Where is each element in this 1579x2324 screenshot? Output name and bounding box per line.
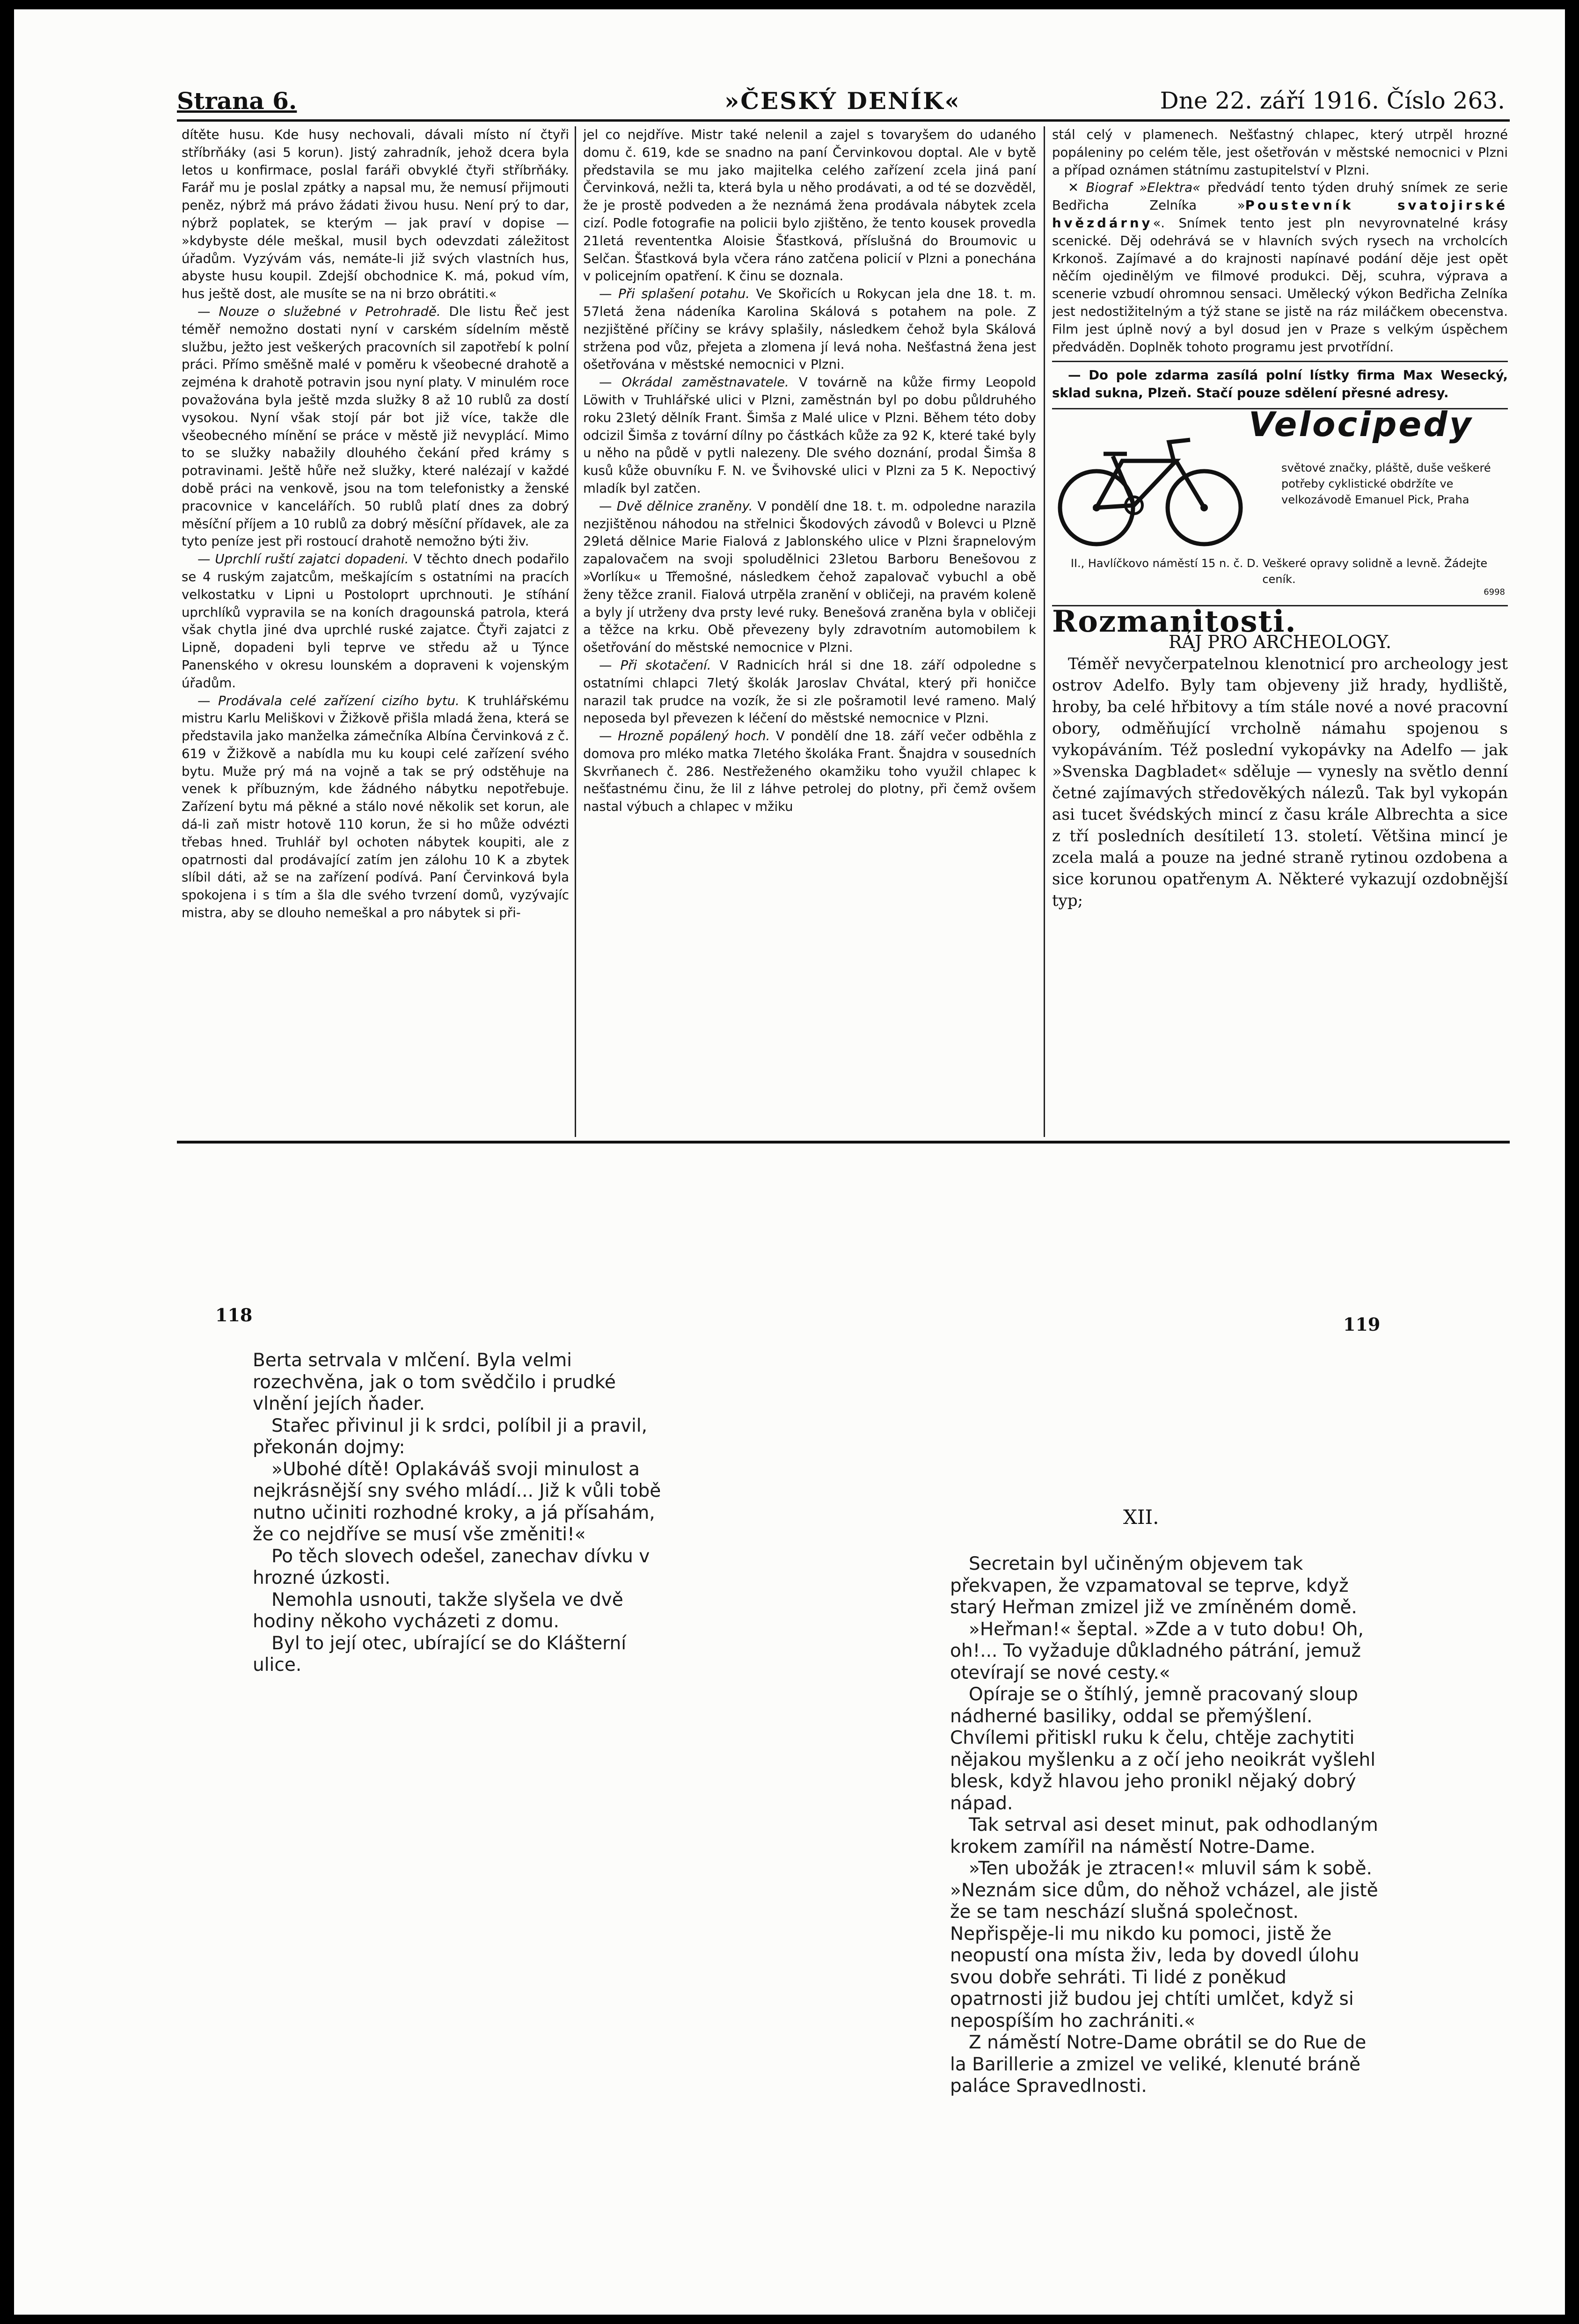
divider bbox=[1052, 361, 1508, 362]
chapter-heading: XII. bbox=[1123, 1506, 1159, 1529]
article-headline: Uprchlí ruští zajatci dopadeni. bbox=[215, 552, 409, 567]
article-text: V továrně na kůže firmy Leopold Löwith v Truhlářské ulici v Plzni, zaměstnán byl po dobu půldruhého roku 23letý dělník Frant. Šimša z Malé ulice v Plzni. Během této doby odcizil Šimša z tovární dílny po částkách kůže za 92 K, které také byly u něho na půdě v pytli nalezeny. Dle svého doznání, prodal Šimša 8 kusů kůže obuvníku F. N. ve Švihovské ulici v Plzni za 5 K. Nepoctivý mladík byl zatčen. bbox=[583, 375, 1036, 496]
notice-text: — Do pole zdarma zasílá polní lístky firma Max Wesecký, sklad sukna, Plzeň. Stačí pouze sdělení přesné adresy. bbox=[1052, 368, 1508, 401]
article: — Prodávala celé zařízení cizího bytu. K truhlářskému mistru Karlu Meliškovi v Žižkově přišla mladá žena, která se představila jako manželka zámečníka Albína Červinková z č. 619 v Žižkově a nabídla mu ku koupi celé zařízení svého bytu. Muže prý má na vojně a tak se prý odstěhuje na venek k příbuzným, kde žádného nábytku nepotřebuje. Zařízení bytu má pěkné a stálo nové několik set korun, ale dá-li zaň mistr hotově 110 korun, že si ho může odvézti třebas hned. Truhlář byl ochoten nábytek koupiti, ale z opatrnosti dal prodávající zatím jen zálohu 10 K a zbytek slíbil dáti, až se na zařízení podívá. Paní Červinková byla spokojena i s tím a šla dle svého tvrzení domů, vyzývajíc mistra, aby se dlouho nemeškal a pro nábytek si při- bbox=[182, 693, 569, 921]
novel-page-left bbox=[253, 1350, 674, 1676]
article: — Nouze o služebné v Petrohradě. Dle listu Řeč jest téměř nemožno dostati nyní v carském sídelním městě službu, ježto jest veškerých pracovních sil zapotřebí k polní práci. Přímo směšně malé v poměru k všeobecné drahotě a zejména k drahotě potravin jsou nyní platy. V minulém roce považována byla ještě mzda služky 8 až 10 rublů za dostí vysokou. Nyní však stojí pár bot již více, takže dle všeobecného mínění se práce v městě již nevyplácí. Mimo to se služky nabažily dlouhého čekání před krámy s potravinami. Ještě hůře než služky, které nalézají v každé době práci na venkově, jsou na tom telefonistky a ženské pracovnice v kancelářích. 50 rublů platí dnes za dobrý měsíční příjem a 10 rublů za dobrý měsíční přídavek, ale za tyto peníze jest při rostoucí drahotě nemožno býti živ. bbox=[182, 304, 569, 549]
newspaper-title: »ČESKÝ DENÍK« bbox=[724, 87, 961, 115]
article-text: stál celý v plamenech. Nešťastný chlapec, který utrpěl hrozné popáleniny po celém těle, jest ošetřován v městské nemocnici v Plzni a případ oznámen státnímu zastupitelství v Plzni. bbox=[1052, 127, 1508, 178]
article-text: V Radnicích hrál si dne 18. září odpoledne s ostatními chlapci 7letý školák Jaroslav Chvátal, který při honičce narazil tak prudce na vozík, že si zle pošramotil levé rameno. Malý neposeda byl převezen k léčení do městské nemocnice v Plzni. bbox=[583, 657, 1036, 726]
column-2 bbox=[583, 126, 1036, 1137]
article-headline: Při skotačení. bbox=[620, 657, 711, 673]
newspaper-page bbox=[14, 9, 1565, 2315]
column-divider bbox=[1044, 126, 1045, 1137]
novel-paragraph: Opíraje se o štíhlý, jemně pracovaný sloup nádherné basiliky, oddal se přemýšlení. Chvílemi přitiskl ruku k čelu, chtěje zachytiti nějakou myšlenku a z očí jeho neoikrát vyšlehl blesk, když hlavou jeho pronikl nějaký dobrý nápad. bbox=[950, 1684, 1376, 1814]
article: — Při skotačení. V Radnicích hrál si dne 18. září odpoledne s ostatními chlapci 7letý školák Jaroslav Chvátal, který při honičce narazil tak prudce na vozík, že si zle pošramotil levé rameno. Malý neposeda byl převezen k léčení do městské nemocnice v Plzni. bbox=[583, 657, 1036, 726]
page-number-left: 118 bbox=[215, 1304, 253, 1326]
article-headline: Při splašení potahu. bbox=[618, 286, 750, 302]
article-headline: Okrádal zaměstnavatele. bbox=[621, 375, 789, 390]
section-title: Rozmanitosti. bbox=[1052, 604, 1297, 639]
novel-paragraph: Nemohla usnouti, takže slyšela ve dvě hodiny někoho vycházeti z domu. bbox=[253, 1589, 623, 1632]
ad-text: světové značky, pláště, duše veškeré potřeby cyklistické obdržíte ve velkozávodě Emanuel Pick, Praha bbox=[1281, 461, 1491, 506]
article-text: Ve Skořicích u Rokycan jela dne 18. t. m. 57letá žena nádeníka Karolina Skálová s potahem na pole. Z nezjištěné příčiny se krávy splašily, následkem čehož byla Skálová stržena pod vůz, přejeta a zlomena jí levá noha. Nešťastná žena jest ošetřována v městské nemocnici v Plzni. bbox=[583, 286, 1036, 372]
ad-code: 6998 bbox=[1484, 587, 1505, 597]
novel-page-right bbox=[950, 1553, 1381, 2098]
novel-paragraph: »Heřman!« šeptal. »Zde a v tuto dobu! Oh, oh!... To vyžaduje důkladného pátrání, jemuž otevírají se nové cesty.« bbox=[950, 1618, 1364, 1683]
film-title: Poustevník svatojirské hvězdárny bbox=[1052, 198, 1508, 231]
page-number-right: 119 bbox=[1343, 1314, 1381, 1335]
ad-title: Velocipedy bbox=[1249, 404, 1473, 444]
novel-paragraph: Byl to její otec, ubírající se do Klášterní ulice. bbox=[253, 1632, 627, 1676]
bicycle-icon bbox=[1057, 428, 1244, 550]
article-text: Dle listu Řeč jest téměř nemožno dostati nyní v carském sídelním městě službu, ježto jest veškerých pracovních sil zapotřebí k polní práci. Přímo směšně malé v poměru k všeobecné drahotě a zejména k drahotě potravin jsou nyní platy. V minulém roce považována byla ještě mzda služky 8 až 10 rublů za dostí vysokou. Nyní však stojí pár bot již více, takže dle všeobecného mínění se práce v městě již nevyplácí. Mimo to se služky nabažily dlouhého čekání před krámy s potravinami. Ještě hůře než služky, které nalézají v každé době práci na venkově, jsou na tom telefonistky a ženské pracovnice v kancelářích. 50 rublů platí dnes za dobrý měsíční příjem a 10 rublů za dobrý měsíční přídavek, ale za tyto peníze jest při rostoucí drahotě nemožno býti živ. bbox=[182, 304, 569, 549]
novel-paragraph: Po těch slovech odešel, zanechav dívku v hrozné úzkosti. bbox=[253, 1545, 650, 1588]
novel-paragraph: Tak setrval asi deset minut, pak odhodlaným krokem zamířil na náměstí Notre-Dame. bbox=[950, 1814, 1378, 1858]
article-text: V těchto dnech podařilo se 4 ruským zajatcům, meškajícím s ostatními na pracích velkostatku v Lipni u Postoloprt uprchnouti. Je stíhání uprchlíků vypravila se na koních dragounská patrola, která však chytla jiné dva uprchlé ruské zajatce. Čtyři zajatci z Lipně, dopadeni byli teprve ve středu až u Týnce Panenského v okresu lounském a dopraveni k vojenským úřadům. bbox=[182, 552, 569, 691]
issue-date: Dne 22. září 1916. Číslo 263. bbox=[1160, 87, 1505, 114]
article-text: jel co nejdříve. Mistr také nelenil a zajel s tovaryšem do udaného domu č. 619, kde se snadno na paní Červinkovou doptal. Ale v bytě představila se mu jako majitelka celého zařízení zcela jiná paní Červinková, nežli ta, která byla u něho prodávati, a od té se dozvěděl, že je prostě podveden a že neznámá žena prodávala nábytek zcela cizí. Podle fotografie na policii bylo zjištěno, že tento kousek provedla 21letá revententka Aloisie Šťastková, příslušná do Broumovic u Selčan. Šťastková byla včera ráno zatčena policií v Plzni a ponechána v policejním opatření. K činu se doznala. bbox=[583, 127, 1036, 284]
article: — Dvě dělnice zraněny. V pondělí dne 18. t. m. odpoledne narazila nezjištěnou náhodou na střelnici Škodových závodů v Bolevci u Plzně 29letá dělnice Marie Fialová z Jablonského ulice v Plzni šrapnelovým zapalovačem na svoji spoludělnici 23letou Barboru Benešovou z »Vorlíku« u Třemošné, následkem čehož zapalovač vybuchl a obě ženy těžce zranil. Fialová utrpěla zranění v obličeji, na pravém koleně a byly jí utrženy dva prsty levé ruky. Benešová zraněna byla v obličeji a těžce na krku. Obě převezeny byly zdravotním automobilem k ošetřování do městské nemocnice v Plzni. bbox=[583, 498, 1036, 656]
article: — Hrozně popálený hoch. V pondělí dne 18. září večer odběhla z domova pro mléko matka 7letého školáka Frant. Šnajdra v sousedních Skvrňanech č. 286. Nestřeženého okamžiku toho využil chlapec k nešťastnému činu, že lil z láhve petrolej do plotny, při čemž ovšem nastal výbuch a chlapec v mžiku bbox=[583, 729, 1036, 815]
column-divider bbox=[575, 126, 576, 1137]
article-text: V pondělí dne 18. t. m. odpoledne narazila nezjištěnou náhodou na střelnici Škodových závodů v Bolevci u Plzně 29letá dělnice Marie Fialová z Jablonského ulice v Plzni šrapnelovým zapalovačem na svoji spoludělnici 23letou Barboru Benešovou z »Vorlíku« u Třemošné, následkem čehož zapalovač vybuchl a obě ženy těžce zranil. Fialová utrpěla zranění v obličeji, na pravém koleně a byly jí utrženy dva prsty levé ruky. Benešová zraněna byla v obličeji a těžce na krku. Obě převezeny byly zdravotním automobilem k ošetřování do městské nemocnice v Plzni. bbox=[583, 498, 1036, 656]
article-text: předvádí tento týden druhý snímek ze serie Bedřicha Zelníka » bbox=[1052, 180, 1508, 213]
novel-paragraph: Stařec přivinul ji k srdci, políbil ji a pravil, překonán dojmy: bbox=[253, 1415, 648, 1458]
article: — Okrádal zaměstnavatele. V továrně na kůže firmy Leopold Löwith v Truhlářské ulici v Plzni, zaměstnán byl po dobu půldruhého roku 23letý dělník Frant. Šimša z Malé ulice v Plzni. Během této doby odcizil Šimša z tovární dílny po částkách kůže za 92 K, které také byly u něho na půdě v pytli nalezeny. Dle svého doznání, prodal Šimša 8 kusů kůže obuvníku F. N. ve Švihovské ulici v Plzni za 5 K. Nepoctivý mladík byl zatčen. bbox=[583, 375, 1036, 496]
page-label: Strana 6. bbox=[177, 87, 297, 115]
bicycle-advertisement bbox=[1052, 404, 1508, 606]
article-text: V pondělí dne 18. září večer odběhla z domova pro mléko matka 7letého školáka Frant. Šnajdra v sousedních Skvrňanech č. 286. Nestřeženého okamžiku toho využil chlapec k nešťastnému činu, že lil z láhve petrolej do plotny, při čemž ovšem nastal výbuch a chlapec v mžiku bbox=[583, 729, 1036, 815]
article-text: Téměř nevyčerpatelnou klenotnicí pro archeology jest ostrov Adelfo. Byly tam objeveny již hrady, hydliště, hroby, ba celé hřbitovy a tím stále nové a nové pracovní obory, odměňující vrcholně námahu spojenou s vykopáváním. Též poslední vykopávky na Adelfo — jak »Svenska Dagbladet« sděluje — vynesly na světlo denní četné zajímavých středověkých nálezů. Tak byl vykopán asi tucet švédských mincí z času krále Albrechta a sice z tří posledních desítiletí 13. století. Většina mincí je zcela malá a pouze na jedné straně rytinou ozdobena a sice korunou opatřenym A. Některé vykazují ozdobnější typ; bbox=[1052, 654, 1508, 910]
article: — Při splašení potahu. Ve Skořicích u Rokycan jela dne 18. t. m. 57letá žena nádeníka Karolina Skálová s potahem na pole. Z nezjištěné příčiny se krávy splašily, následkem čehož byla Skálová stržena pod vůz, přejeta a zlomena jí levá noha. Nešťastná žena jest ošetřována v městské nemocnici v Plzni. bbox=[583, 286, 1036, 372]
novel-paragraph: Secretain byl učiněným objevem tak překvapen, že vzpamatoval se teprve, když starý Heřman zmizel již ve zmíněném domě. bbox=[950, 1553, 1357, 1618]
novel-paragraph: »Ten ubožák je ztracen!« mluvil sám k sobě. »Neznám sice dům, do něhož vcházel, ale jistě že se tam neschází slušná společnost. Nepřispěje-li mu nikdo ku pomoci, jistě že neopustí ona místa živ, leda by dovedl úlohu svou dobře sehráti. Ti lidé z poněkud opatrnosti již budou jej chtíti umlčet, když si nepospíším ho zachrániti.« bbox=[950, 1858, 1378, 2032]
page-bottom-rule bbox=[177, 1141, 1510, 1144]
article bbox=[1052, 179, 1508, 356]
masthead bbox=[177, 80, 1510, 122]
article-headline: Nouze o služebné v Petrohradě. bbox=[219, 304, 441, 319]
novel-paragraph: Berta setrvala v mlčení. Byla velmi rozechvěna, jak o tom svědčilo i prudké vlnění jejích ňader. bbox=[253, 1350, 616, 1414]
column-3 bbox=[1052, 126, 1508, 1137]
article-headline: Prodávala celé zařízení cizího bytu. bbox=[218, 693, 460, 708]
novel-paragraph: »Ubohé dítě! Oplakáváš svoji minulost a nejkrásnější sny svého mládí... Již k vůli tobě nutno učiniti rozhodné kroky, a já přísahám, že co nejdříve se musí vše změniti!« bbox=[253, 1458, 661, 1545]
ad-footer: II., Havlíčkovo náměstí 15 n. č. D. Veškeré opravy solidně a levně. Žádejte ceník. bbox=[1070, 556, 1488, 586]
article-text: «. Snímek tento jest pln nevyrovnatelné krásy scenické. Děj odehrává se v hlavních svých rysech na vrcholcích Krkonoš. Zajímavé a do krajnosti napínavé podání děje jest opět něčím ojedinělým ve filmové produkci. Děj, scuhra, výprava a scenerie vzbudí ohromnou sensaci. Umělecký výkon Bedřicha Zelníka jest nedostižitelným a týž stane se jistě na ráz miláčkem obecenstva. Film jest úplně nový a byl dosud jen v Praze s velkým úspěchem předváděn. Doplněk tohoto programu jest prvotřídní. bbox=[1052, 215, 1508, 355]
article-text: K truhlářskému mistru Karlu Meliškovi v Žižkově přišla mladá žena, která se představila jako manželka zámečníka Albína Červinková z č. 619 v Žižkově a nabídla mu ku koupi celé zařízení svého bytu. Muže prý má na vojně a tak se prý odstěhuje na venek k příbuzným, kde žádného nábytku nepotřebuje. Zařízení bytu má pěkné a stálo nové několik set korun, ale dá-li zaň mistr hotově 110 korun, že si ho může odvézti třebas hned. Truhlář byl ochoten nábytek koupiti, ale z opatrnosti dal prodávající zatím jen zálohu 10 K a zbytek slíbil dáti, až se na zařízení podívá. Paní Červinková byla spokojena i s tím a šla dle svého tvrzení domů, vyzývajíc mistra, aby se dlouho nemeškal a pro nábytek si při- bbox=[182, 693, 569, 921]
column-1 bbox=[182, 126, 569, 1137]
article-headline: Hrozně popálený hoch. bbox=[618, 729, 770, 744]
article-headline: ✕ Biograf »Elektra« bbox=[1068, 180, 1201, 196]
article-text: dítěte husu. Kde husy nechovali, dávali místo ní čtyři stříbrňáky (asi 5 korun). Jistý zahradník, jehož dcera byla letos u konfirmace, poslal faráři obvyklé čtyři stříbrňáky. Farář mu je poslal zpátky a napsal mu, že nemusí přijmouti peněz, nýbrž má právo žádati živou husu. Není prý to dar, nýbrž poplatek, se kterým — jak praví v dopise — »kdybyste déle meškal, musil bych odevzdati záležitost úřadům. Vyzývám vás, nemáte-li již svých vlastních hus, abyste husu koupil. Zdejší obchodnice K. má, pokud vím, hus ještě dost, ale musíte se na ni brzo obrátiti.« bbox=[182, 127, 569, 302]
novel-paragraph: Z náměstí Notre-Dame obrátil se do Rue de la Barillerie a zmizel ve veliké, klenuté bráně paláce Spravedlnosti. bbox=[950, 2032, 1367, 2097]
article-headline: Dvě dělnice zraněny. bbox=[616, 498, 753, 514]
article: — Uprchlí ruští zajatci dopadeni. V těchto dnech podařilo se 4 ruským zajatcům, meškajícím s ostatními na pracích velkostatku v Lipni u Postoloprt uprchnouti. Je stíhání uprchlíků vypravila se na koních dragounská patrola, která však chytla jiné dva uprchlé ruské zajatce. Čtyři zajatci z Lipně, dopadeni byli teprve ve středu až u Týnce Panenského v okresu lounském a dopraveni k vojenským úřadům. bbox=[182, 552, 569, 691]
section-subtitle: RÁJ PRO ARCHEOLOGY. bbox=[1168, 631, 1392, 652]
